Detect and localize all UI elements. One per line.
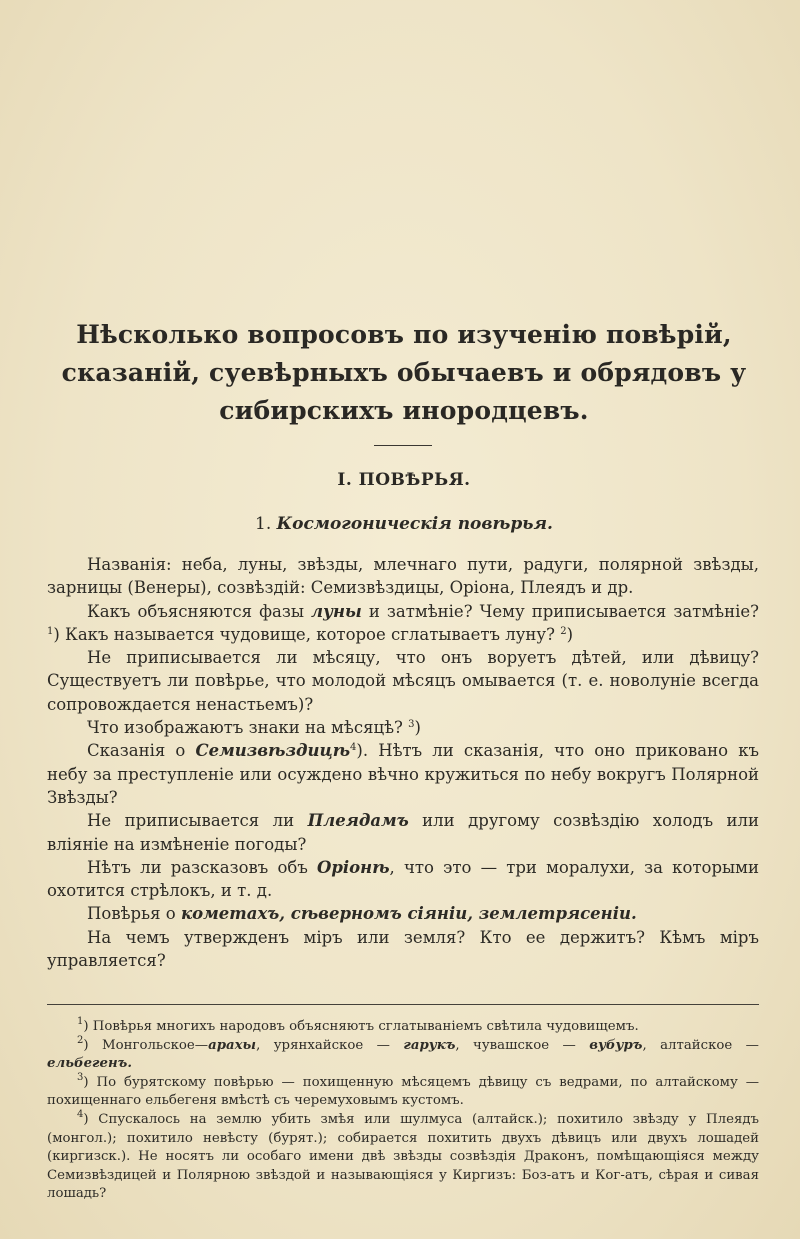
footnote: $^1$) Повѣрья многихъ народовъ объясняютъ сглатываніемъ свѣтила чудовищемъ. <box>77 1016 639 1034</box>
footnote: $^4$) Спускалось на землю убить змѣя или шулмуса (алтайск.); похитило звѣзду у Плеядъ (монгол.); похитило невѣсту (бурят.); собирается похитить двухъ дѣвицъ или двухъ лошадей (киргизск.). Не носятъ ли особаго имени двѣ звѣзды созвѣздія Драконъ, помѣщающіяся между Семизвѣздицей и Полярною звѣздой и называющіяся у Киргизъ: Боз-атъ и Ког-атъ, сѣрая и сивая лошадь? <box>47 1108 759 1202</box>
footnote-text: , урянхайское — <box>256 1037 404 1053</box>
subsection-heading <box>48 514 760 534</box>
paragraph-text: Названія: неба, луны, звѣзды, млечнаго пути, радуги, полярной звѣзды, зарницы (Венеры), созвѣздій: Семизвѣздицы, Оріона, Плеядъ и др. <box>47 555 759 598</box>
paragraph-text: Не приписывается ли <box>87 811 308 831</box>
paragraph: Сказанія о Семизвѣздицѣ$^4$). Нѣтъ ли сказанія, что оно приковано къ небу за преступленіе или осуждено вѣчно кружиться по небу вокругъ Полярной Звѣзды? <box>47 741 760 807</box>
footnote-mark: 3 <box>77 1071 84 1083</box>
footnote-ref: 4 <box>350 742 357 754</box>
subsection-title: Космогоническія повѣрья. <box>276 514 553 534</box>
article-title: Нѣсколько вопросовъ по изученію повѣрій, сказаній, суевѣрныхъ обычаевъ и обрядовъ у сибирскихъ инородцевъ. <box>61 320 747 425</box>
footnote-ref: 3 <box>408 719 415 731</box>
footnote-text: По бурятскому повѣрью — похищенную мѣсяцемъ дѣвицу съ ведрами, по алтайскому — похищеннаго ельбегеня вмѣстѣ съ черемуховымъ кустомъ. <box>47 1074 759 1109</box>
paragraph-text: и затмѣніе? Чему приписывается затмѣніе? <box>361 601 759 621</box>
footnote-text: Монгольское— <box>102 1037 209 1053</box>
paragraph-text: или другому созвѣздію холодъ или вліяніе на измѣненіе погоды? <box>47 811 759 854</box>
paragraph-text: Какъ называется чудовище, которое сглатываетъ луну? <box>59 624 561 644</box>
paragraph-text: . Нѣтъ ли сказанія, что оно приковано къ небу за преступленіе или осуждено вѣчно кружиться по небу вокругъ Полярной Звѣзды? <box>47 741 760 807</box>
paragraph <box>47 902 759 925</box>
subsection-number: 1. <box>255 514 272 534</box>
emphasis: арахы <box>208 1037 257 1053</box>
paragraph <box>47 553 759 600</box>
emphasis: Плеядамъ <box>307 811 409 831</box>
paragraph <box>47 856 759 903</box>
emphasis: ельбегенъ. <box>47 1056 132 1072</box>
footnote-text: , чувашское — <box>455 1037 590 1053</box>
footnote-mark: 1 <box>77 1016 84 1027</box>
paragraph-text: На чемъ утвержденъ міръ или земля? Кто ее держитъ? Кѣмъ міръ управляется? <box>47 927 759 971</box>
paragraph: Какъ объясняются фазы луны и затмѣніе? Чему приписывается затмѣніе? $^1$) Какъ называется чудовище, которое сглатываетъ луну? $^2$) <box>47 601 759 644</box>
footnotes <box>47 1018 759 1204</box>
body-text <box>47 553 759 972</box>
paragraph-text: Повѣрья о <box>87 904 181 924</box>
paragraph-text: Что изображаютъ знаки на мѣсяцѣ? <box>87 718 409 738</box>
paragraph <box>47 809 759 856</box>
emphasis: Оріонѣ <box>317 857 390 877</box>
paragraph <box>47 926 759 973</box>
footnote-mark: 2 <box>77 1034 84 1046</box>
footnote: $^2$) Монгольское—арахы, урянхайское — гарукъ, чувашское — вубуръ, алтайское — ельбегенъ. <box>47 1034 759 1072</box>
footnote-text: , алтайское — <box>642 1037 759 1053</box>
paragraph-text: , что это — три моралухи, за которыми охотится стрѣлокъ, и т. д. <box>47 857 759 901</box>
emphasis: Семизвѣздицѣ <box>195 741 351 761</box>
emphasis: кометахъ, сѣверномъ сіяніи, землетрясеніи. <box>180 904 637 924</box>
paragraph-text: Нѣтъ ли разсказовъ объ <box>87 857 317 877</box>
paragraph-text: Сказанія о <box>87 741 196 761</box>
title-divider <box>374 445 432 446</box>
footnote: $^3$) По бурятскому повѣрью — похищенную мѣсяцемъ дѣвицу съ ведрами, по алтайскому — похищеннаго ельбегеня вмѣстѣ съ черемуховымъ кустомъ. <box>47 1071 759 1109</box>
footnote-ref: 2 <box>560 625 567 637</box>
emphasis: луны <box>311 601 362 621</box>
paragraph: Что изображаютъ знаки на мѣсяцѣ? $^3$) <box>87 718 421 738</box>
footnote-text: Спускалось на землю убить змѣя или шулмуса (алтайск.); похитило звѣзду у Плеядъ (монгол.); похитило невѣсту (бурят.); собирается похитить двухъ дѣвицъ или двухъ лошадей (киргизск.). Не носятъ ли особаго имени двѣ звѣзды созвѣздія Драконъ, помѣщающіяся между Семизвѣздицей и Полярною звѣздой и называющіяся у Киргизъ: Боз-атъ и Ког-атъ, сѣрая и сивая лошадь? <box>47 1111 759 1202</box>
paragraph <box>47 646 759 716</box>
emphasis: гарукъ <box>403 1037 456 1053</box>
footnote-text: Повѣрья многихъ народовъ объясняютъ сглатываніемъ свѣтила чудовищемъ. <box>92 1019 639 1034</box>
paragraph-text: Не приписывается ли мѣсяцу, что онъ воруетъ дѣтей, или дѣвицу? Существуетъ ли повѣрье, что молодой мѣсяцъ омывается (т. е. новолуніе всегда сопровождается ненастьемъ)? <box>47 648 759 714</box>
section-heading: I. ПОВѢРЬЯ. <box>337 470 471 490</box>
footnote-ref: 1 <box>47 625 54 637</box>
footnote-divider <box>47 1004 759 1005</box>
emphasis: вубуръ <box>589 1037 643 1053</box>
paragraph-text: Какъ объясняются фазы <box>87 601 312 621</box>
footnote-mark: 4 <box>77 1108 84 1120</box>
